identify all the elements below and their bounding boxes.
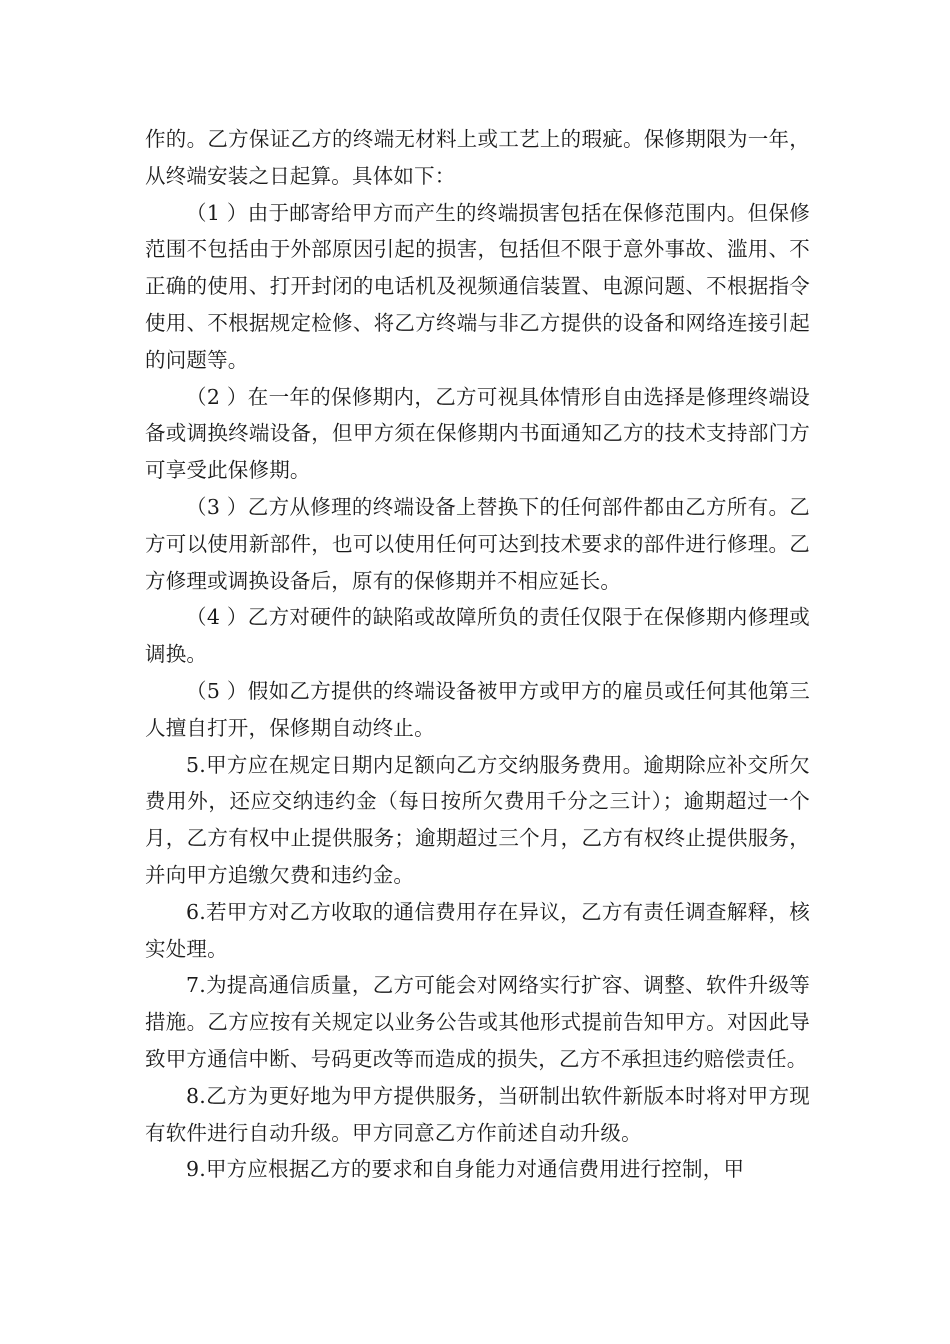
paragraph-warranty-item-1: （1 ）由于邮寄给甲方而产生的终端损害包括在保修范围内。但保修范围不包括由于外部原因引起的损害，包括但不限于意外事故、滥用、不正确的使用、打开封闭的电话机及视频通信装置、电源问题、不根据指令使用、不根据规定检修、将乙方终端与非乙方提供的设备和网络连接引起的问题等。 [145, 200, 810, 372]
paragraph-warranty-item-4: （4 ）乙方对硬件的缺陷或故障所负的责任仅限于在保修期内修理或调换。 [145, 605, 810, 667]
paragraph-continuation: 作的。乙方保证乙方的终端无材料上或工艺上的瑕疵。保修期限为一年，从终端安装之日起算。具体如下： [145, 127, 810, 188]
paragraph-clause-7: 7.为提高通信质量，乙方可能会对网络实行扩容、调整、软件升级等措施。乙方应按有关规定以业务公告或其他形式提前告知甲方。对因此导致甲方通信中断、号码更改等而造成的损失，乙方不承担违约赔偿责任。 [145, 973, 810, 1071]
paragraph-clause-9: 9.甲方应根据乙方的要求和自身能力对通信费用进行控制，甲 [186, 1157, 745, 1182]
paragraph-warranty-item-2: （2 ）在一年的保修期内，乙方可视具体情形自由选择是修理终端设备或调换终端设备，但甲方须在保修期内书面通知乙方的技术支持部门方可享受此保修期。 [145, 384, 810, 483]
paragraph-clause-8: 8.乙方为更好地为甲方提供服务，当研制出软件新版本时将对甲方现有软件进行自动升级。甲方同意乙方作前述自动升级。 [145, 1083, 810, 1145]
document-body [145, 121, 810, 1188]
paragraph-clause-5: 5.甲方应在规定日期内足额向乙方交纳服务费用。逾期除应补交所欠费用外，还应交纳违约金（每日按所欠费用千分之三计）；逾期超过一个月，乙方有权中止提供服务；逾期超过三个月，乙方有权终止提供服务，并向甲方追缴欠费和违约金。 [145, 752, 810, 887]
paragraph-clause-6: 6.若甲方对乙方收取的通信费用存在异议，乙方有责任调查解释，核实处理。 [145, 899, 810, 961]
paragraph-warranty-item-3: （3 ）乙方从修理的终端设备上替换下的任何部件都由乙方所有。乙方可以使用新部件，也可以使用任何可达到技术要求的部件进行修理。乙方修理或调换设备后，原有的保修期并不相应延长。 [145, 494, 810, 593]
paragraph-warranty-item-5: （5 ）假如乙方提供的终端设备被甲方或甲方的雇员或任何其他第三人擅自打开，保修期自动终止。 [145, 678, 810, 740]
